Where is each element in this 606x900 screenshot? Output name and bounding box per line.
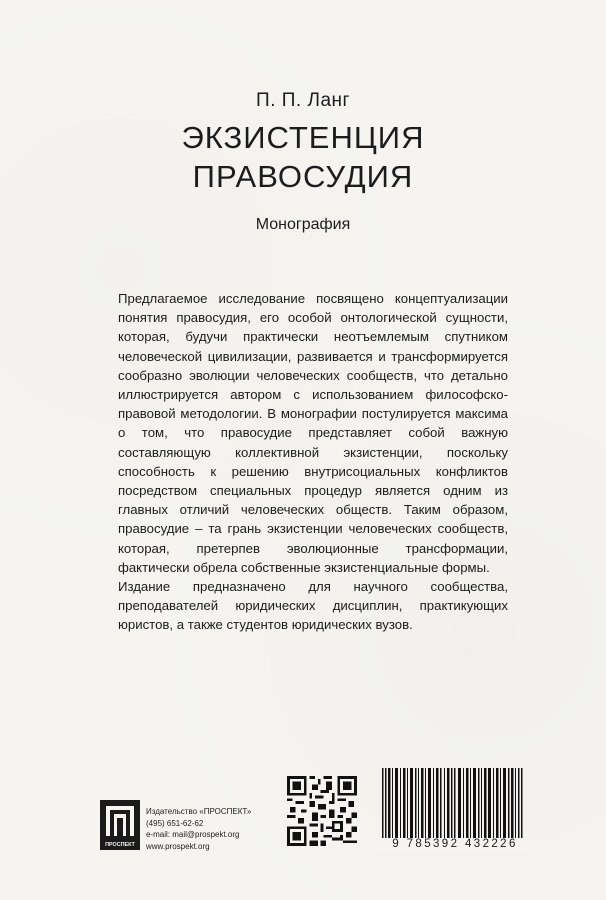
- book-title: [0, 118, 606, 196]
- publisher-name: Издательство «ПРОСПЕКТ»: [146, 807, 252, 816]
- publisher-info: [146, 806, 251, 852]
- author-name: П. П. Ланг: [256, 90, 350, 111]
- isbn-number: 9 785392 432226: [378, 838, 532, 850]
- publisher-website: www.prospekt.org: [146, 841, 210, 851]
- book-genre: Монография: [255, 216, 351, 233]
- abstract-paragraph-2: Издание предназначено для научного сообщества, преподавателей юридических дисциплин, практикующих юристов, а также студентов юридических вузов.: [118, 579, 508, 633]
- publisher-logo-text: ПРОСПЕКТ: [105, 842, 135, 848]
- publisher-logo-icon: [100, 800, 140, 850]
- qr-code-icon: [287, 776, 357, 846]
- abstract-text: [118, 289, 508, 635]
- title-line-2: ПРАВОСУДИЯ: [192, 159, 414, 194]
- publisher-phone: (495) 651-62-62: [146, 818, 204, 828]
- abstract-paragraph-1: Предлагаемое исследование посвящено концептуализации понятия правосудия, его особой онтологической сущности, которая, будучи практически неотъемлемым спутником человеческой цивилизации, развивается и трансформируется сообразно эволюции человеческих сообществ, что детально иллюстрируется автором с использованием философско-правовой методологии. В монографии постулируется максима о том, что правосудие представляет собой важную составляющую коллективной экзистенции, поскольку способность к решению внутрисоциальных конфликтов посредством специальных процедур является одним из главных отличий человеческих обществ. Таким образом, правосудие – та грань экзистенции человеческих сообществ, которая, претерпев эволюционные трансформации, фактически обрела собственные экзистенциальные формы.: [118, 291, 508, 575]
- publisher-email: e-mail: mail@prospekt.org: [146, 830, 240, 839]
- title-line-1: ЭКЗИСТЕНЦИЯ: [181, 120, 425, 155]
